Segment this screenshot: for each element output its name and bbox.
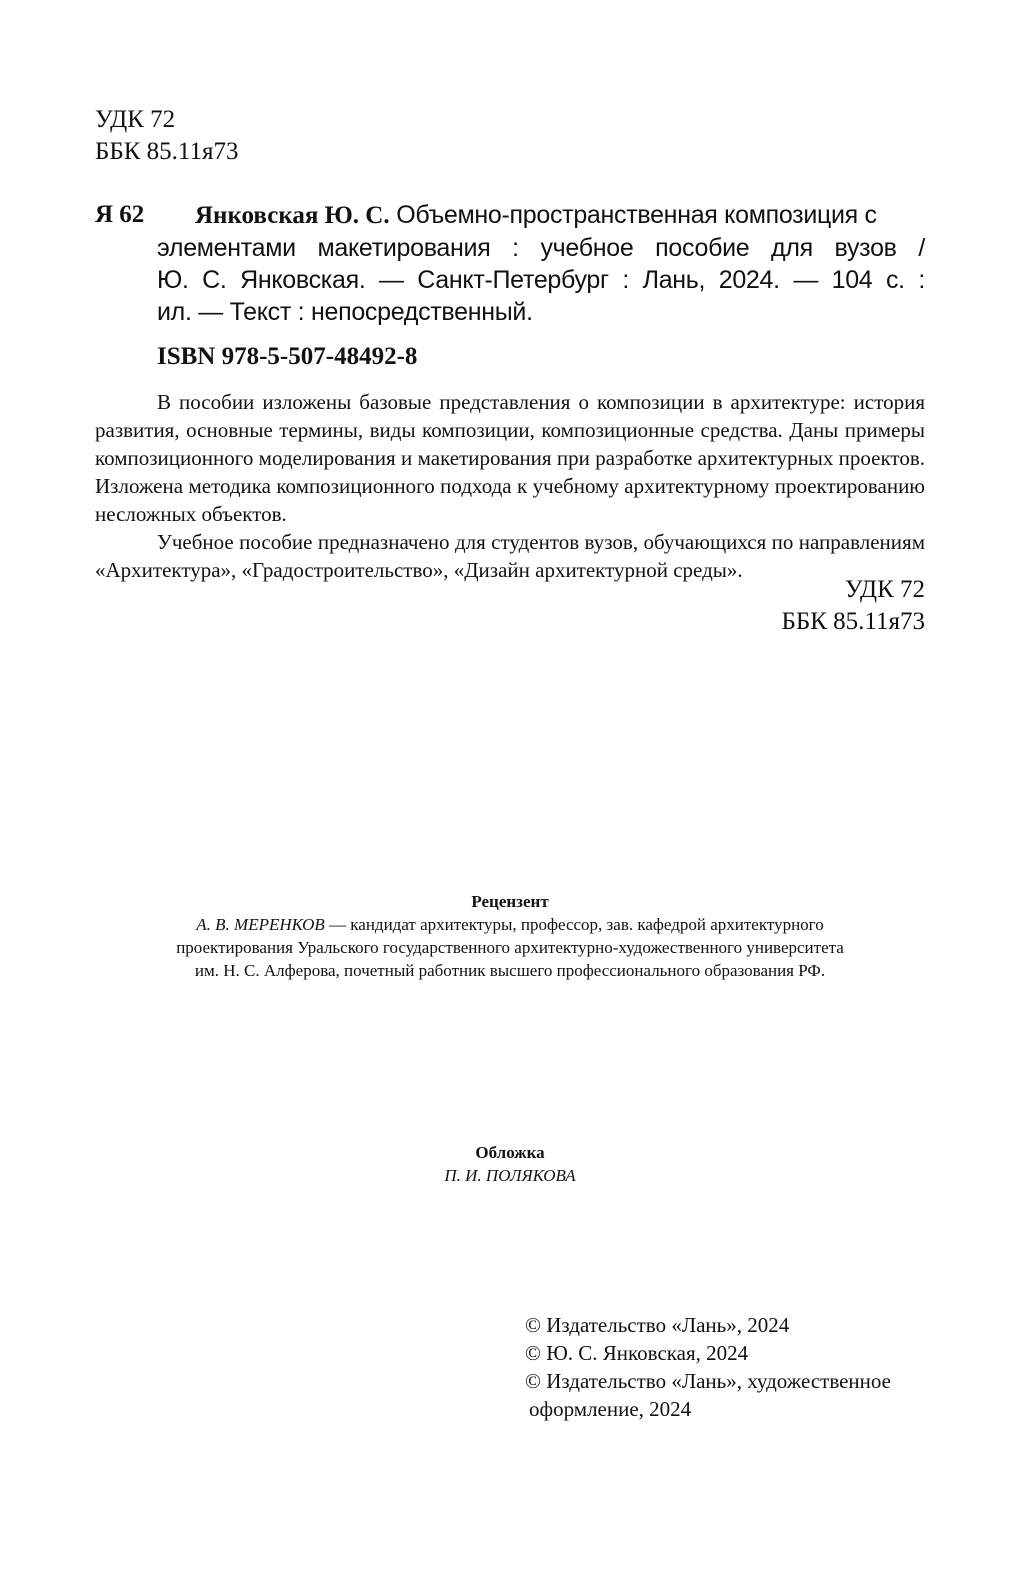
- reviewer-line-2: проектирования Уральского государственного архитектурно-художественного университета: [176, 938, 844, 957]
- biblio-line-1: Объемно-пространственная композиция с: [396, 201, 877, 229]
- catalog-code: Я 62: [95, 201, 145, 228]
- reviewer-line-1: — кандидат архитектуры, профессор, зав. кафедрой архитектурного: [324, 915, 824, 934]
- reviewer-line-3: им. Н. С. Алферова, почетный работник высшего профессионального образования РФ.: [194, 961, 826, 980]
- cover-block: [95, 1141, 925, 1187]
- copyright-block: [525, 1311, 891, 1423]
- biblio-line-4: ил. — Текст : непосредственный.: [157, 298, 533, 326]
- biblio-line-3: Ю. С. Янковская. — Санкт-Петербург : Лань, 2024. — 104 с. :: [157, 266, 925, 294]
- copyright-line-3: © Издательство «Лань», художественное: [525, 1369, 891, 1393]
- cover-heading: Обложка: [475, 1143, 545, 1162]
- reviewer-heading: Рецензент: [471, 892, 549, 911]
- copyright-line-1: © Издательство «Лань», 2024: [525, 1313, 790, 1337]
- classification-bottom: [782, 574, 925, 638]
- author-name: Янковская Ю. С.: [195, 202, 390, 229]
- abstract-paragraph-1: В пособии изложены базовые представления о композиции в архитектуре: история развития, основные термины, виды композиции, композиционные средства. Даны примеры композиционного моделирования и макетирования при разработке архитектурных проектов. Изложена методика композиционного подхода к учебному архитектурному проектированию несложных объектов.: [95, 390, 925, 526]
- isbn: ISBN 978-5-507-48492-8: [157, 343, 418, 370]
- biblio-line-2: элементами макетирования : учебное пособие для вузов /: [157, 234, 925, 262]
- reviewer-name: А. В. МЕРЕНКОВ: [196, 915, 325, 934]
- udk-code: УДК 72: [95, 106, 176, 133]
- reviewer-block: [95, 890, 925, 982]
- classification-top: [95, 104, 238, 168]
- bbk-code-bottom: ББК 85.11я73: [781, 608, 925, 635]
- copyright-line-2: © Ю. С. Янковская, 2024: [525, 1341, 749, 1365]
- bbk-code: ББК 85.11я73: [95, 138, 239, 165]
- cover-designer: П. И. ПОЛЯКОВА: [444, 1166, 576, 1185]
- abstract: [95, 388, 925, 584]
- copyright-line-4: оформление, 2024: [529, 1397, 692, 1421]
- bibliographic-record: [157, 199, 925, 328]
- udk-code-bottom: УДК 72: [844, 576, 925, 603]
- abstract-paragraph-2: Учебное пособие предназначено для студентов вузов, обучающихся по направлениям «Архитектура», «Градостроительство», «Дизайн архитектурной среды».: [95, 530, 925, 582]
